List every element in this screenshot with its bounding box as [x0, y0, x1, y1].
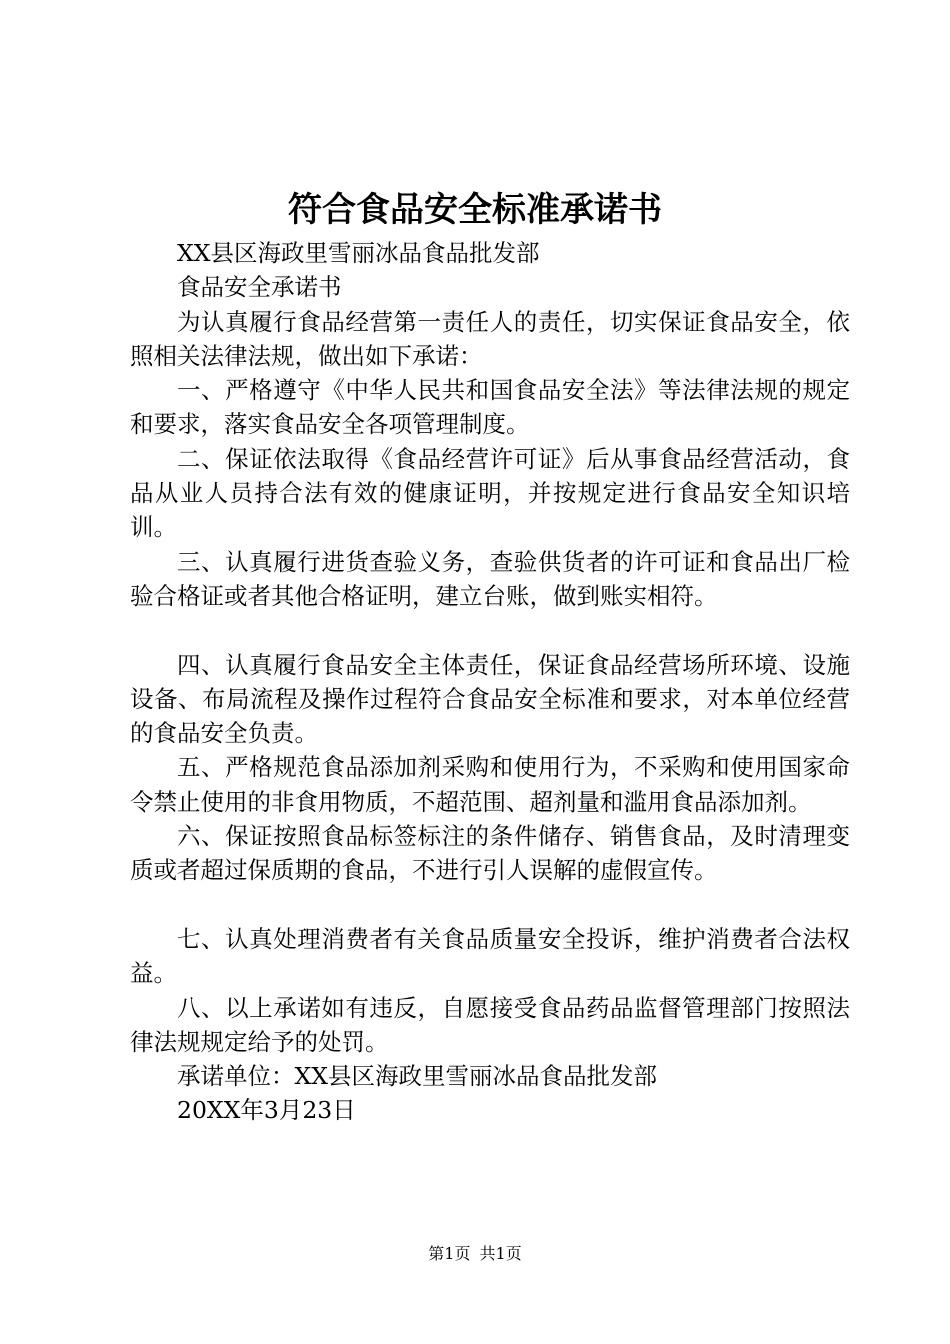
commitment-item-5: 五、严格规范食品添加剂采购和使用行为，不采购和使用国家命令禁止使用的非食用物质，不超范围、超剂量和滥用食品添加剂。: [130, 753, 850, 816]
signature-line: 承诺单位：XX县区海政里雪丽冰品食品批发部: [177, 1062, 657, 1091]
date-line: 20XX年3月23日: [177, 1096, 356, 1125]
commitment-item-6: 六、保证按照食品标签标注的条件储存、销售食品，及时清理变质或者超过保质期的食品，不进行引人误解的虚假宣传。: [130, 822, 850, 885]
commitment-item-1: 一、严格遵守《中华人民共和国食品安全法》等法律法规的规定和要求，落实食品安全各项管理制度。: [130, 376, 850, 439]
document-body: [130, 236, 850, 1128]
page-footer: [0, 1243, 950, 1265]
paragraph-gap: [130, 888, 850, 922]
subtitle-line: 食品安全承诺书: [177, 273, 342, 302]
commitment-item-4: 四、认真履行食品安全主体责任，保证食品经营场所环境、设施设备、布局流程及操作过程符合食品安全标准和要求，对本单位经营的食品安全负责。: [130, 650, 850, 748]
commitment-item-2: 二、保证依法取得《食品经营许可证》后从事食品经营活动，食品从业人员持合法有效的健康证明，并按规定进行食品安全知识培训。: [130, 444, 850, 542]
commitment-item-7: 七、认真处理消费者有关食品质量安全投诉，维护消费者合法权益。: [130, 924, 850, 988]
commitment-item-3: 三、认真履行进货查验义务，查验供货者的许可证和食品出厂检验合格证或者其他合格证明，建立台账，做到账实相符。: [130, 547, 850, 610]
document-title: 符合食品安全标准承诺书: [288, 190, 662, 230]
commitment-item-8: 八、以上承诺如有违反，自愿接受食品药品监督管理部门按照法律法规规定给予的处罚。: [130, 993, 850, 1056]
page-number: 第1页: [428, 1244, 471, 1263]
intro-paragraph: 为认真履行食品经营第一责任人的责任，切实保证食品安全，依照相关法律法规，做出如下承诺：: [130, 307, 850, 370]
recipient-line: XX县区海政里雪丽冰品食品批发部: [177, 239, 540, 267]
page-total: 共1页: [479, 1244, 522, 1263]
paragraph-gap: [130, 613, 850, 647]
